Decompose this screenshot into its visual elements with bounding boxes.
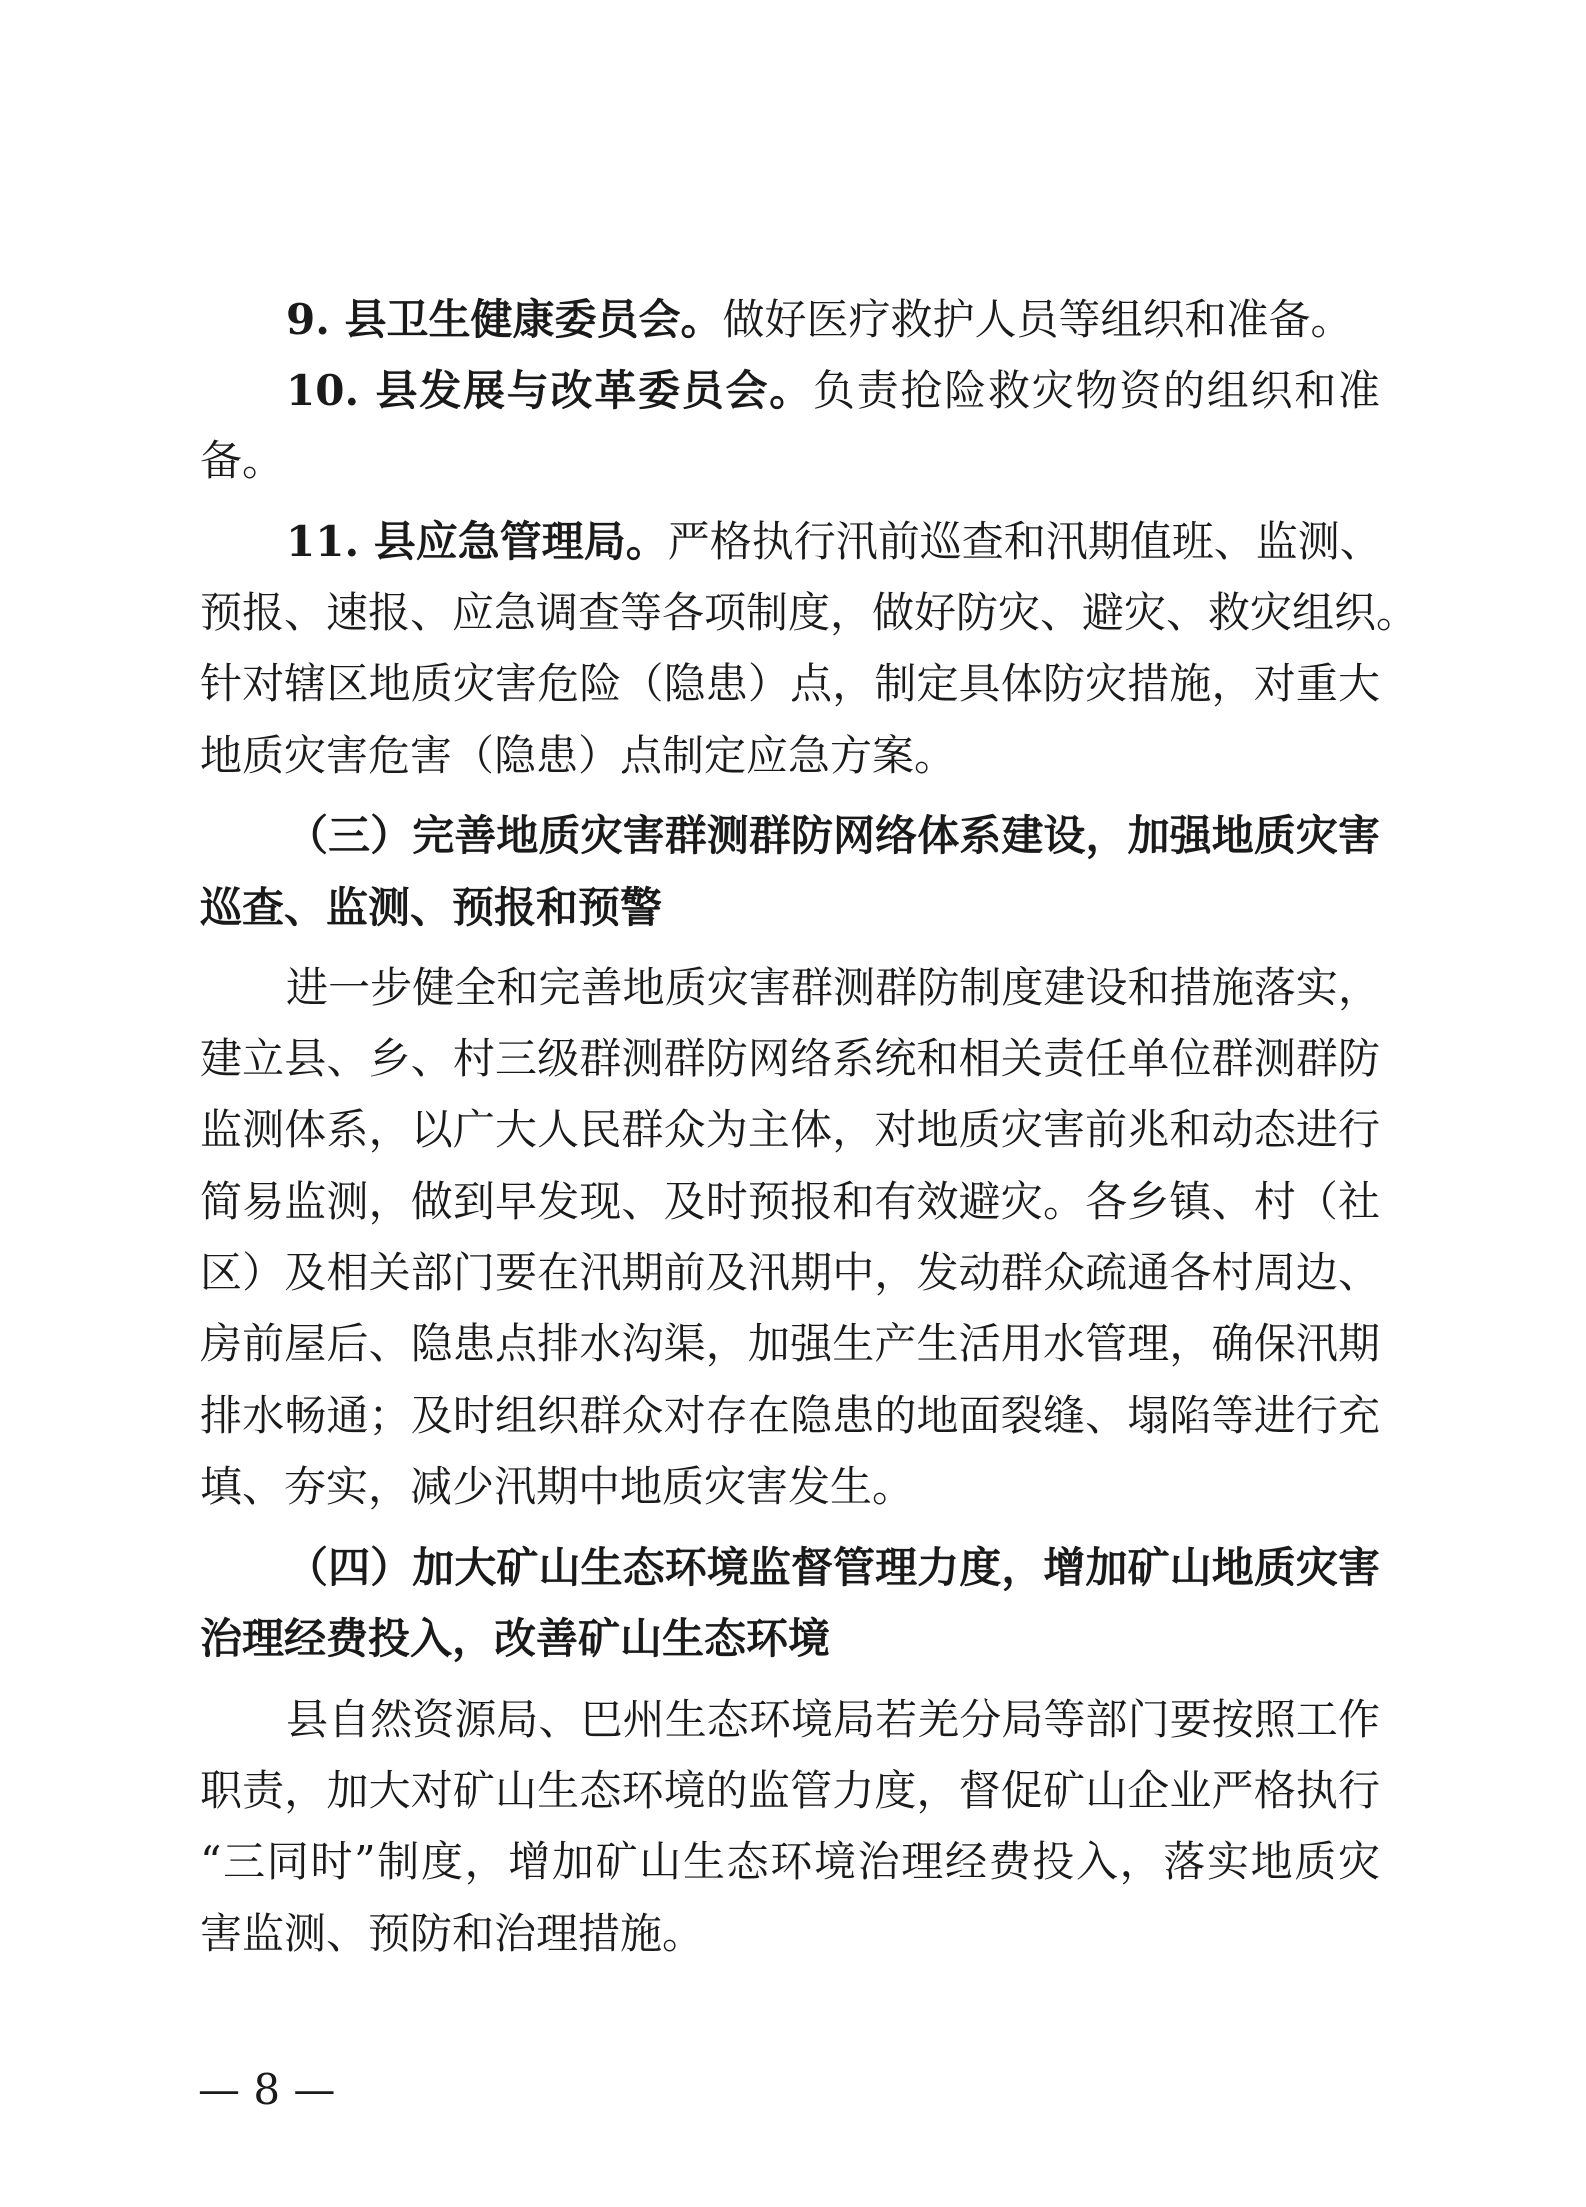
item-9-lead: 9. 县卫生健康委员会。 [286, 295, 723, 344]
section-4-body-line-1: 县自然资源局、巴州生态环境局若羌分局等部门要按照工作 [286, 1695, 1380, 1744]
item-10-text: 负责抢险救灾物资的组织和准 [812, 366, 1380, 415]
section-3-body-line-6: 房前屋后、隐患点排水沟渠，加强生产生活用水管理，确保汛期 [200, 1319, 1380, 1368]
section-3-body-line-2: 建立县、乡、村三级群测群防网络系统和相关责任单位群测群防 [200, 1034, 1380, 1083]
section-3-body-line-7: 排水畅通；及时组织群众对存在隐患的地面裂缝、塌陷等进行充 [200, 1391, 1380, 1440]
item-11-line-2: 预报、速报、应急调查等各项制度，做好防灾、避灾、救灾组织。 [200, 588, 1419, 637]
item-9-text: 做好医疗救护人员等组织和准备。 [722, 295, 1353, 344]
section-4-body-line-2: 职责，加大对矿山生态环境的监管力度，督促矿山企业严格执行 [200, 1766, 1380, 1815]
section-3-body-line-5: 区）及相关部门要在汛期前及汛期中，发动群众疏通各村周边、 [200, 1248, 1380, 1297]
section-4-heading-line-2: 治理经费投入，改善矿山生态环境 [200, 1614, 831, 1663]
section-4-heading-line-1: （四）加大矿山生态环境监督管理力度，增加矿山地质灾害 [286, 1543, 1380, 1592]
section-3-body-line-4: 简易监测，做到早发现、及时预报和有效避灾。各乡镇、村（社 [200, 1177, 1380, 1226]
section-3-heading-line-2: 巡查、监测、预报和预警 [200, 883, 663, 932]
item-11-line-1 [286, 514, 1380, 570]
section-3-body-line-3: 监测体系，以广大人民群众为主体，对地质灾害前兆和动态进行 [200, 1105, 1380, 1154]
item-10-lead: 10. 县发展与改革委员会。 [286, 366, 813, 415]
item-11-line-4: 地质灾害危害（隐患）点制定应急方案。 [200, 731, 957, 780]
page-number: — 8 — [198, 2065, 336, 2114]
section-3-body-line-8: 填、夯实，减少汛期中地质灾害发生。 [200, 1462, 915, 1511]
section-3-body-line-1: 进一步健全和完善地质灾害群测群防制度建设和措施落实， [286, 963, 1380, 1012]
item-11-lead: 11. 县应急管理局。 [286, 517, 668, 566]
item-11-line-3: 针对辖区地质灾害危险（隐患）点，制定具体防灾措施，对重大 [200, 659, 1380, 708]
section-3-heading-line-1: （三）完善地质灾害群测群防网络体系建设，加强地质灾害 [286, 811, 1380, 860]
item-11-text: 严格执行汛前巡查和汛期值班、监测、 [667, 517, 1382, 566]
section-4-body-line-4: 害监测、预防和治理措施。 [200, 1909, 705, 1958]
section-4-body-line-3: “三同时”制度，增加矿山生态环境治理经费投入，落实地质灾 [200, 1837, 1380, 1886]
item-9-line-1 [286, 292, 1380, 348]
item-10-line-1 [286, 363, 1380, 419]
item-10-line-2: 备。 [200, 436, 285, 485]
